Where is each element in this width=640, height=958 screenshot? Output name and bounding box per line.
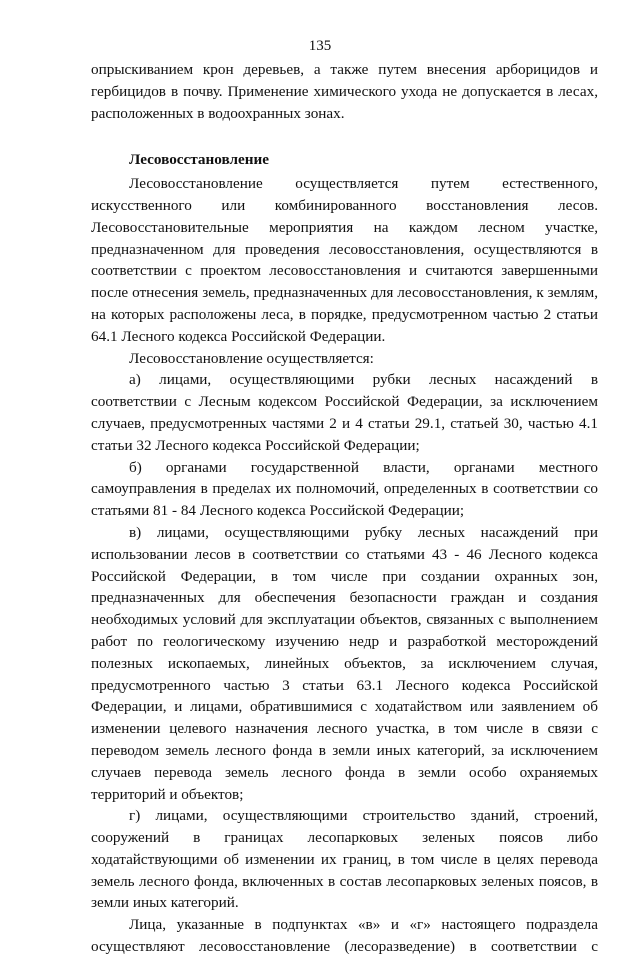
paragraph-reforestation-definition: Лесовосстановление осуществляется путем естественного, искусственного или комбинированного восстановления лесов. Лесовосстановительные мероприятия на каждом лесном участке, предназначенном для проведения лесовосстановления, осуществляются в соответствии с проектом лесовосстановления и считаются завершенными после отнесения земель, предназначенных для лесовосстановления, к землям, на которых расположены леса, в порядке, предусмотренном частью 2 статьи 64.1 Лесного кодекса Российской Федерации.: [91, 175, 598, 345]
paragraph-persons-listed: Лица, указанные в подпунктах «в» и «г» настоящего подраздела осуществляют лесовосстановление (лесоразведение) в соответствии с: [91, 916, 598, 956]
page-content: [91, 59, 598, 958]
list-item-g: г) лицами, осуществляющими строительство зданий, строений, сооружений в границах лесопарковых зеленых поясов либо ходатайствующими об изменении их границ, в том числе в целях перевода земель лесного фонда, включенных в состав лесопарковых зеленых поясов, в земли иных категорий.: [91, 807, 598, 912]
page-number: 135: [308, 38, 332, 54]
list-item-a: а) лицами, осуществляющими рубки лесных насаждений в соответствии с Лесным кодексом Российской Федерации, за исключением случаев, предусмотренных частями 2 и 4 статьи 29.1, статьей 30, частью 4.1 статьи 32 Лесного кодекса Российской Федерации;: [91, 371, 598, 454]
paragraph-reforestation-performed-by: Лесовосстановление осуществляется:: [129, 349, 374, 367]
section-heading: Лесовосстановление: [129, 151, 269, 169]
intro-paragraph: опрыскиванием крон деревьев, а также путем внесения арборицидов и гербицидов в почву. Применение химического ухода не допускается в лесах, расположенных в водоохранных зонах.: [91, 61, 598, 122]
list-item-v: в) лицами, осуществляющими рубку лесных насаждений при использовании лесов в соответствии со статьями 43 - 46 Лесного кодекса Российской Федерации, в том числе при создании охранных зон, предназначенных для обеспечения безопасности граждан и создания необходимых условий для эксплуатации объектов, связанных с выполнением работ по геологическому изучению недр и разработкой месторождений полезных ископаемых, линейных объектов, за исключением случая, предусмотренного частью 3 статьи 63.1 Лесного кодекса Российской Федерации, и лицами, обратившимися с ходатайством или заявлением об изменении целевого назначения лесного участка, в том числе в связи с переводом земель лесного фонда в земли иных категорий, за исключением случаев перевода земель лесного фонда в земли особо охраняемых территорий и объектов;: [91, 523, 598, 803]
list-item-b: б) органами государственной власти, органами местного самоуправления в пределах их полномочий, определенных в соответствии со статьями 81 - 84 Лесного кодекса Российской Федерации;: [91, 458, 598, 520]
